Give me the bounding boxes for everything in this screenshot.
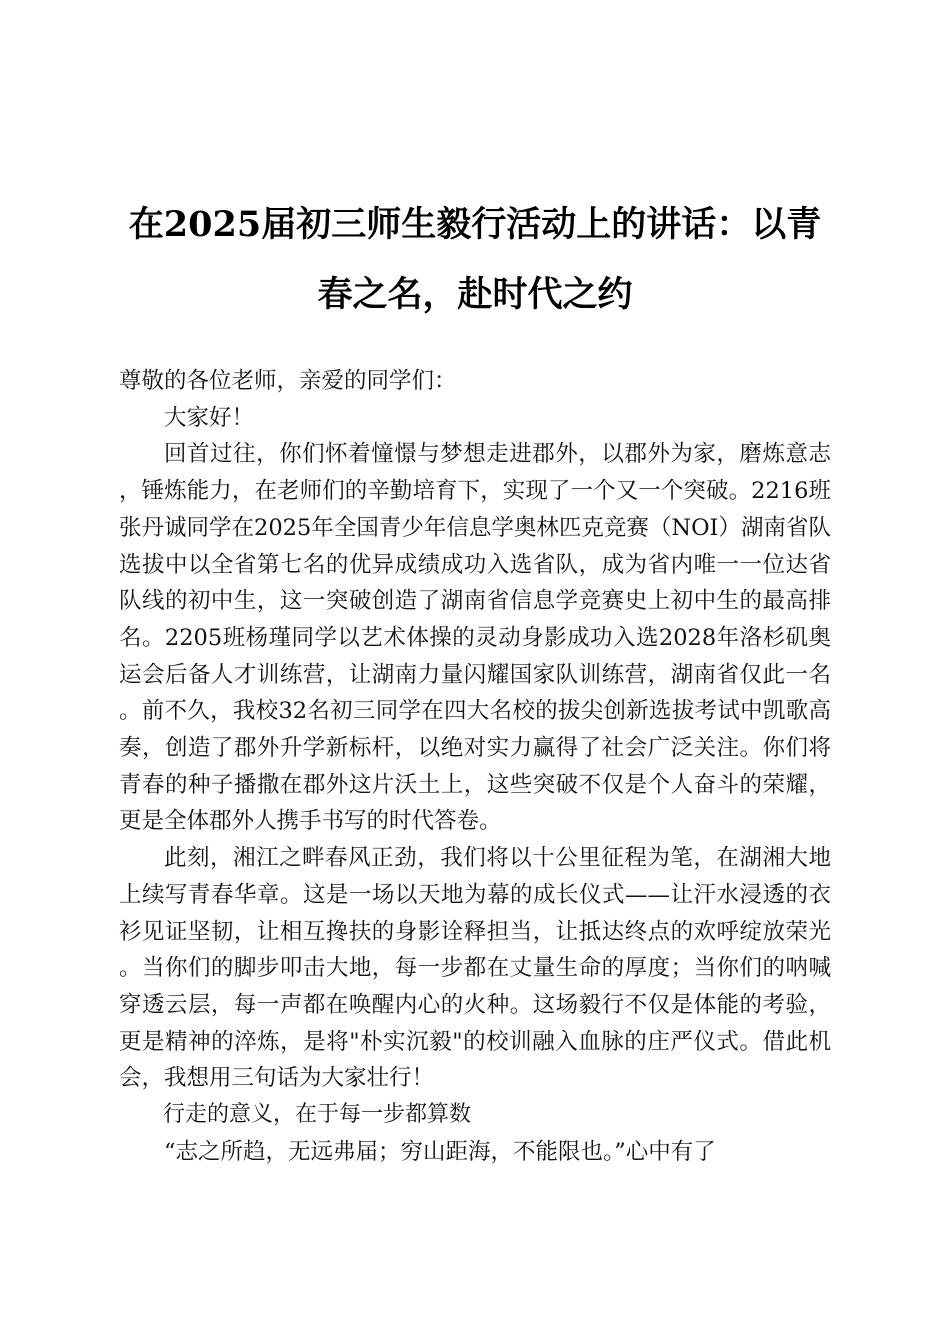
paragraph-march: 此刻，湘江之畔春风正劲，我们将以十公里征程为笔，在湖湘大地上续写青春华章。这是一场以天地为幕的成长仪式——让汗水浸透的衣衫见证坚韧，让相互搀扶的身影诠释担当，让抵达终点的欢呼绽放荣光。当你们的脚步叩击大地，每一步都在丈量生命的厚度；当你们的呐喊穿透云层，每一声都在唤醒内心的火种。这场毅行不仅是体能的考验，更是精神的淬炼，是将"朴实沉毅"的校训融入血脉的庄严仪式。借此机会，我想用三句话为大家壮行！	[119, 845, 831, 1092]
paragraph-achievements: 回首过往，你们怀着憧憬与梦想走进郡外，以郡外为家，磨炼意志，锤炼能力，在老师们的辛勤培育下，实现了一个又一个突破。2216班张丹诚同学在2025年全国青少年信息学奥林匹克竞赛（NOI）湖南省队选拔中以全省第七名的优异成绩成功入选省队，成为省内唯一一位达省队线的初中生，这一突破创造了湖南省信息学竞赛史上初中生的最高排名。2205班杨瑾同学以艺术体操的灵动身影成功入选2028年洛杉矶奥运会后备人才训练营，让湖南力量闪耀国家队训练营，湖南省仅此一名。前不久，我校32名初三同学在四大名校的拔尖创新选拔考试中凯歌高奏，创造了郡外升学新标杆，以绝对实力赢得了社会广泛关注。你们将青春的种子播撒在郡外这片沃土上，这些突破不仅是个人奋斗的荣耀，更是全体郡外人携手书写的时代答卷。	[119, 441, 831, 835]
section-heading: 行走的意义，在于每一步都算数	[163, 1102, 472, 1128]
paragraph-quote: “志之所趋，无远弗届；穷山距海，不能限也。”心中有了	[164, 1138, 716, 1165]
greeting: 大家好！	[164, 404, 255, 431]
page-title	[110, 190, 840, 330]
title-line-2: 春之名，赴时代之约	[317, 274, 633, 315]
salutation: 尊敬的各位老师，亲爱的同学们：	[119, 368, 457, 394]
title-line-1: 在2025届初三师生毅行活动上的讲话：以青	[128, 204, 822, 245]
speech-body	[119, 363, 831, 1170]
